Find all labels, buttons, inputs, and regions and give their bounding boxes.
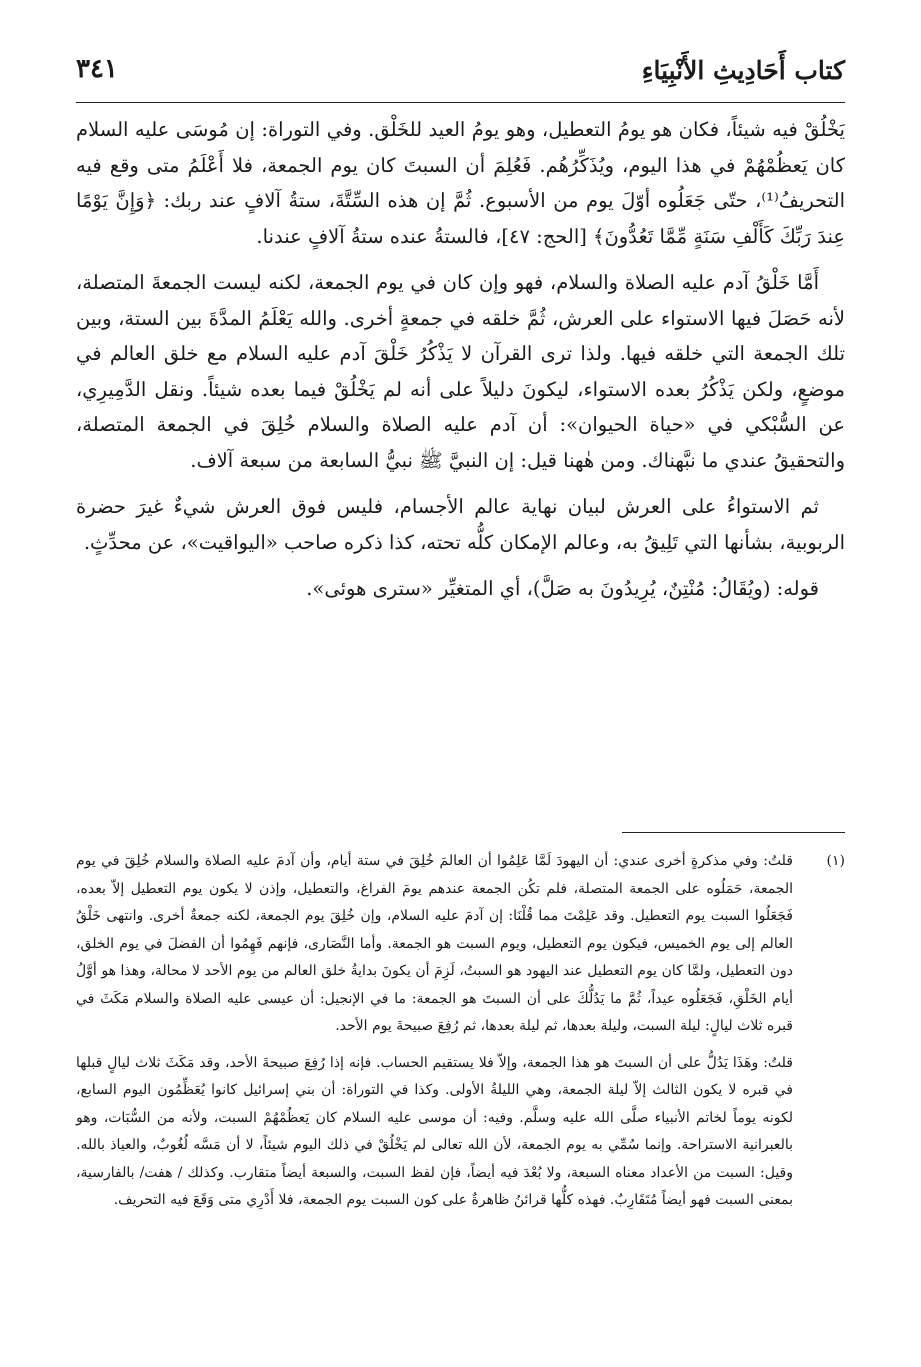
footnote (76, 848, 845, 1041)
page-number: ٣٤١ (76, 54, 118, 84)
paragraph: أَمَّا خَلْقُ آدم عليه الصلاة والسلام، فهو وإن كان في يوم الجمعة، لكنه ليست الجمعةَ المتصلة، لأنه حَصَلَ فيها الاستواء على العرش، ثُمَّ خلقه في جمعةٍ أخرى. والله يَعْلَمُ المدَّةَ بين الستة، وبين تلك الجمعة التي خلقه فيها. ولذا ترى القرآن لا يَذْكُرُ خَلْقَ آدم عليه السلام مع خلق العالم في موضعٍ، ولكن يَذْكُرُ بعده الاستواء، ليكونَ دليلاً على أنه لم يَخْلُقْ فيما بعده شيئاً. ونقل الدَّمِيرِي، عن السُّبْكي في «حياة الحيوان»: أن آدم عليه الصلاة والسلام خُلِقَ في الجمعة المتصلة، والتحقيقُ عندي ما نبَّهناك. ومن هٰهنا قيل: إن النبيَّ ﷺ نبيُّ السابعة من سبعة آلاف. (76, 271, 845, 472)
book-title: كتاب أَحَادِيثِ الأَنْبِيَاءِ (641, 56, 845, 85)
footnote (76, 1050, 845, 1215)
paragraph: ثم الاستواءُ على العرش لبيان نهاية عالم الأجسام، فليس فوق العرش شيءٌ غيرَ حضرة الربوبية، بشأنها التي تَلِيقُ به، وعالم الإمكان كلُّه تحته، كذا ذكره صاحب «اليواقيت»، عن محدِّثٍ. (76, 495, 845, 554)
footnote-marker: (١) (826, 853, 845, 869)
footnote-divider (622, 832, 845, 833)
main-text (76, 112, 845, 618)
footnote-text: قلتُ: وفي مذكرةٍ أخرى عندي: أن اليهودَ لَمَّا عَلِمُوا أن العالمَ خُلِقَ في ستة أيام، وأن آدمَ عليه الصلاة والسلام خُلِقَ في يوم الجمعة، حَمَلُوه على الجمعة المتصلة، فلم تكُن الجمعة عندهم يومَ الفراغ، والتعطيل، وإذن لا يكون يوم التعطيل إلاّ بعده، فَجَعَلُوا السبت يوم التعطيل. وقد عَلِمْتَ مما قُلْنَا: إن آدمَ عليه السلام، وإن خُلِقَ يوم الجمعة، لكنه جمعةٌ أخرى. وانتهى خَلْقُ العالم إلى يوم الخميس، فيكون يوم التعطيل، ويوم السبت هو الجمعة. وأما النَّصَارى، فإنهم فَهِمُوا أن الفضلَ في يوم الخلق، دون التعطيل، ولمَّا كان يوم التعطيل عند اليهود هو السبتُ، لَزِمَ أن يكونَ بدايةُ خلق العالم من يوم الأحد لا محالة، وهذا هو أوَّلُ أيام الخَلْقِ، فَجَعَلُوه عيداً، ثُمَّ ما يَدُلُّكَ على أن السبتَ هو الجمعة: ما في الإنجيل: أن عيسى عليه الصلاة والسلام مَكَثَ في قبره ثلاث ليالٍ: ليلة السبت، وليلة بعدها، ثم ليلة بعدها، ثم رُفِعَ صبيحةَ يوم الأحد. (76, 853, 793, 1034)
page-header (76, 48, 845, 103)
footnotes (76, 848, 845, 1224)
paragraph: قوله: (ويُقَالُ: مُنْتِنٌ، يُرِيدُونَ به صَلَّ)، أي المتغيِّر «سترى هوئى». (306, 577, 819, 600)
paragraph: يَخْلُقْ فيه شيئاً، فكان هو يومُ التعطيل، وهو يومُ العيد للخَلْق. وفي التوراة: إن مُوسَى عليه السلام كان يَعظُمْهُمْ في هذا اليوم، ويُذَكِّرُهُم. فَعُلِمَ أن السبتَ كان يوم الجمعة، فلا أَعْلَمُ متى وقع فيه التحريفُ⁽¹⁾، حتّى جَعَلُوه أوّلَ يوم من الأسبوع. ثُمَّ إن هذه السِّتَّةَ، ستةُ آلافٍ عند ربك: ﴿وَإِنَّ يَوْمًا عِندَ رَبِّكَ كَأَلْفِ سَنَةٍ مِّمَّا تَعُدُّونَ﴾ [الحج: ٤٧]، فالستةُ عنده ستةُ آلافٍ عندنا. (76, 118, 845, 248)
footnote-text: قلتُ: وهَذَا يَدُلُّ على أن السبتَ هو هذا الجمعة، وإلاّ فلا يستقيم الحساب. فإنه إذا رُفِعَ صبيحةَ الأحد، وقد مَكَثَ ثلاث ليالٍ قبلها في قبره لا يكون الثالث إلاّ ليلة الجمعة، وهي الليلةُ الأولى. وكذا في التوراة: أن بني إسرائيل كانوا يُعَظِّمُون اليوم السابع، لكونه يوماً لخاتم الأنبياء صلَّى الله عليه وسلَّم. وفيه: أن موسى عليه السلام كان يَعظُمْهُمْ السبت، ولأنه من السُّبَات، وهو بالعبرانية الاستراحة. وإنما سُمِّي به يوم الجمعة، لأن الله تعالى لم يَخْلُقْ في ذلك اليوم شيئاً، لا أن مَسَّه لُغُوبٌ، والعياذ بالله. وقيل: السبت من الأعداد معناه السبعة، ولا بُعْدَ فيه أيضاً، فإن لفظ السبت، والسبعة أيضاً متقارب. وكذلك / هفت/ بالفارسية، بمعنى السبت فهو أيضاً مُتَقَارِبٌ. فهذه كلُّها قرائنُ ظاهرةٌ على كون السبت يوم الجمعة، فلا أَدْرِي متى وَقَعَ فيه التحريف. (76, 1054, 793, 1208)
